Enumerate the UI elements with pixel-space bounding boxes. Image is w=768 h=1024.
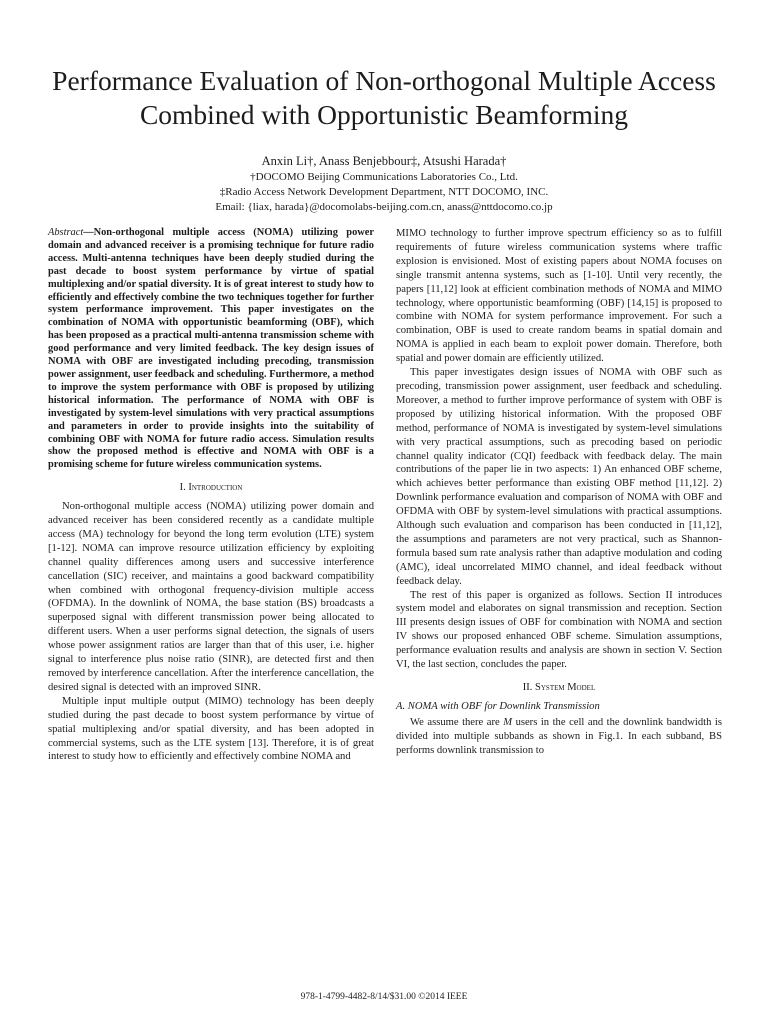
affiliation-1: †DOCOMO Beijing Communications Laboratories Co., Ltd. bbox=[250, 171, 518, 183]
section-number: II. bbox=[522, 682, 533, 693]
paragraph-text: users in the cell and the downlink bandwidth is divided into multiple subbands as shown in Fig.1. In each subband, BS performs downlink transmission to bbox=[396, 716, 722, 756]
affiliation-2: ‡Radio Access Network Development Department, NTT DOCOMO, INC. bbox=[219, 186, 549, 198]
paragraph: This paper investigates design issues of NOMA with OBF such as precoding, transmission power assignment, user feedback and scheduling. Moreover, a method to further improve performance of system with OBF is proposed by utilizing historical information. With the proposed OBF method, performance of NOMA is investigated by system-level simulations with very practical assumptions, such as precoding based on periodic channel quality indicator (CQI) feedback with feedback delay. The main contributions of the paper lie in two aspects: 1) An enhanced OBF scheme, which achieves better performance than existing OBF method [11,12]. 2) Downlink performance evaluation and comparison of NOMA with OBF and OFDMA with OBF by system-level simulations with practical assumptions. Although such evaluation and comparison has been conducted in [11,12], the assumptions and parameters are not very practical, such as Shannon-formula based sum rate analysis rather than adaptive modulation and coding (AMC), ideal uncorrelated MIMO channel, and ideal feedback without feedback delay. bbox=[396, 367, 722, 587]
abstract-label: Abstract bbox=[48, 227, 84, 238]
section-heading-introduction bbox=[48, 481, 374, 495]
abstract bbox=[48, 227, 374, 472]
left-column bbox=[48, 227, 374, 764]
paragraph bbox=[396, 716, 722, 758]
paragraph-text: We assume there are bbox=[410, 716, 504, 728]
abstract-text: —Non-orthogonal multiple access (NOMA) utilizing power domain and advanced receiver is a promising technique for future radio access. Multi-antenna techniques have been deeply studied during the past decade to boost system performance by virtue of spatial multiplexing and/or spatial diversity. It is of great interest to study how to efficiently and effectively combine the two techniques together for further system performance improvement. This paper investigates on the combination of NOMA with opportunistic beamforming (OBF), which has been proposed as a practical multi-antenna transmission scheme with good performance and very limited feedback. The key design issues of NOMA with OBF are investigated including precoding, transmission power assignment, user feedback and scheduling. Furthermore, a method to improve the system performance with OBF is proposed by utilizing historical information. The performance of NOMA with OBF is investigated by system-level simulations with very practical assumptions and parameters in order to provide insights into the suitability of combining OBF with NOMA for future radio access. Simulation results show the proposed method is effective and NOMA with OBF is a promising scheme for future wireless communication systems. bbox=[48, 227, 374, 471]
right-column bbox=[396, 227, 722, 758]
subsection-heading: A. NOMA with OBF for Downlink Transmission bbox=[396, 700, 600, 712]
paragraph: Multiple input multiple output (MIMO) technology has been deeply studied during the past decade to boost system performance by virtue of spatial multiplexing and/or spatial diversity, and has been adopted in commercial systems, such as the LTE system [13]. Therefore, it is of great interest to study how to efficiently and effectively combine NOMA and bbox=[48, 695, 374, 763]
section-title: Introduction bbox=[188, 482, 243, 494]
copyright-footer: 978-1-4799-4482-8/14/$31.00 ©2014 IEEE bbox=[300, 992, 468, 1002]
author-list: Anxin Li†, Anass Benjebbour‡, Atsushi Harada† bbox=[261, 154, 507, 168]
paragraph: MIMO technology to further improve spectrum efficiency so as to fulfill requirements of future wireless communication systems where traffic explosion is envisioned. Most of existing papers about NOMA focuses on single transmit antenna systems, such as [1-10]. Until very recently, the papers [11,12] look at efficient combination methods of NOMA and MIMO technology, where opportunistic beamforming (OBF) [14,15] is proposed to combine with NOMA for system performance improvement. For such a combination, OBF is used to create random beams in spatial domain and NOMA is applied in each beam to exploit power domain. Therefore, both spatial and power domain are efficiently utilized. bbox=[396, 228, 722, 365]
section-number: I. bbox=[179, 482, 186, 494]
paragraph: The rest of this paper is organized as follows. Section II introduces system model and elaborates on signal transmission and reception. Section III presents design issues of OBF for combination with NOMA and section IV shows our proposed enhanced OBF scheme. Simulation assumptions, performance evaluation results and analysis are shown in section V. Section VI, the last section, concludes the paper. bbox=[396, 589, 722, 671]
section-heading-system-model bbox=[396, 681, 722, 695]
section-title: System Model bbox=[535, 682, 596, 693]
paper-title: Performance Evaluation of Non-orthogonal Multiple Access Combined with Opportunistic Beamforming bbox=[52, 65, 716, 130]
author-email: Email: {liax, harada}@docomolabs-beijing.com.cn, anass@nttdocomo.co.jp bbox=[215, 201, 553, 213]
paragraph: Non-orthogonal multiple access (NOMA) utilizing power domain and advanced receiver has been considered recently as a candidate multiple access (MA) technology for beyond the long term evolution (LTE) system [1-12]. NOMA can improve resource utilization efficiency by exploiting channel quality differences among users and successive interference cancellation (SIC) receiver, and maintains a good backward compatibility when combined with orthogonal frequency-division multiple access (OFDMA). In the downlink of NOMA, the base station (BS) broadcasts a superposed signal with different transmission power being allocated to different users. When a user performs signal detection, the signals of users whose power assignment ratios are larger than that of this user, i.e. higher signal to interference plus noise ratio (SINR), are detected first and then removed by interference cancellation. After the interference cancellation, the desired signal is detected with an improved SINR. bbox=[48, 501, 374, 693]
math-variable: M bbox=[503, 716, 513, 728]
